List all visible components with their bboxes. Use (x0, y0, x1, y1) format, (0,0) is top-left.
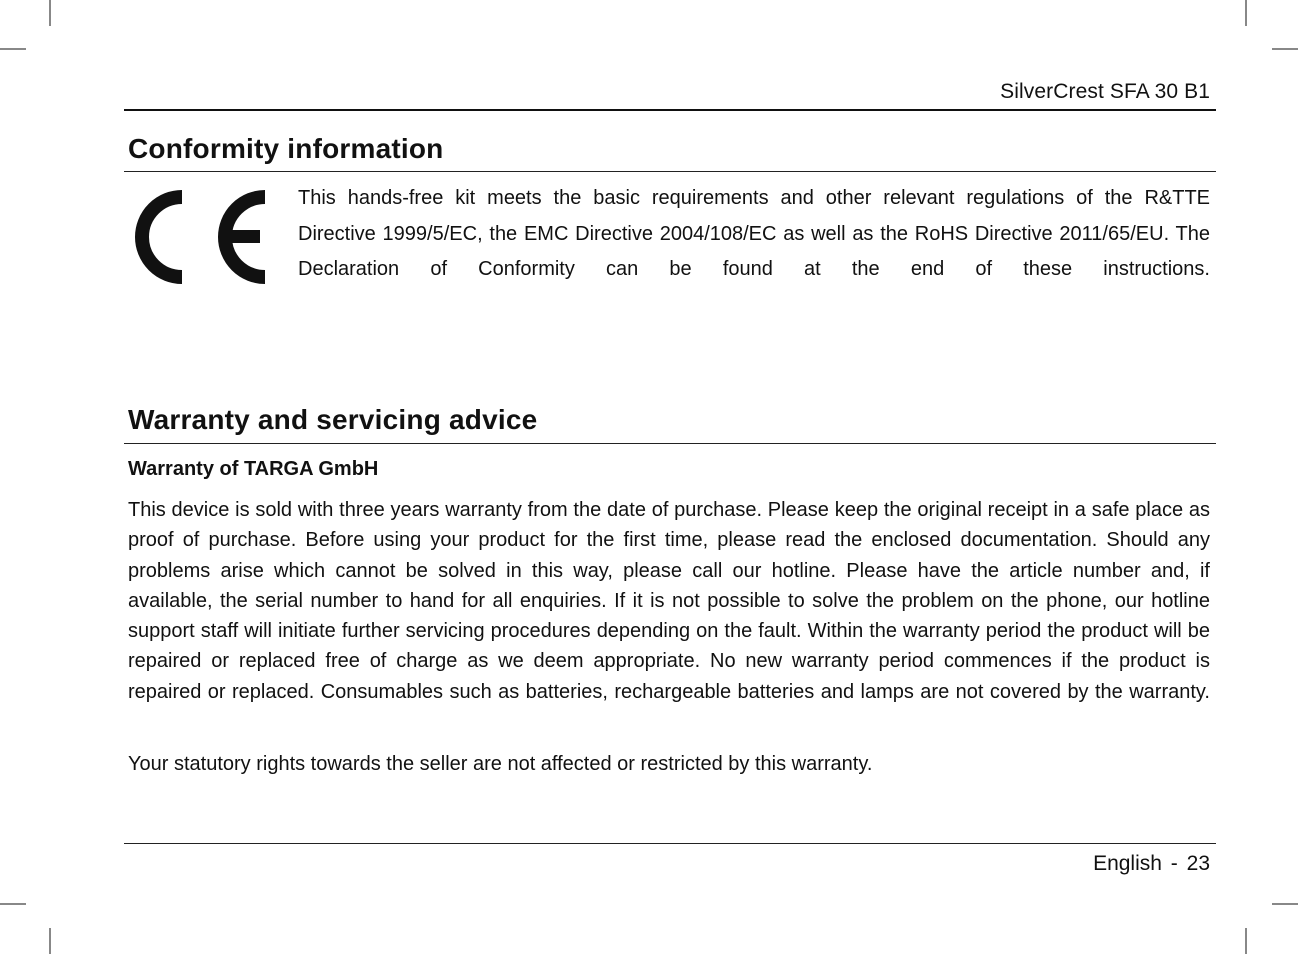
warranty-heading: Warranty and servicing advice (128, 404, 538, 435)
section-rule (124, 443, 1216, 444)
page-number: 23 (1186, 852, 1210, 875)
ce-mark-icon (126, 186, 268, 288)
footer-language: English (1093, 852, 1162, 875)
crop-mark (1245, 928, 1247, 954)
crop-mark (49, 928, 51, 954)
conformity-text: This hands-free kit meets the basic requirements and other relevant regulations of the R&TTE Directive 1999/5/EC, the EMC Directive 2004/108/EC as well as the RoHS Directive 2011/65/EU. The Declaration of Conformity can be found at the end of these instructions. (298, 187, 1210, 280)
crop-mark (0, 48, 26, 50)
header-rule (124, 109, 1216, 111)
crop-mark (1272, 903, 1298, 905)
footer-rule (124, 843, 1216, 844)
footer-separator: - (1170, 852, 1178, 875)
section-rule (124, 171, 1216, 172)
crop-mark (49, 0, 51, 26)
statutory-rights-paragraph: Your statutory rights towards the seller are not affected or restricted by this warranty. (128, 753, 873, 775)
page-footer (1093, 852, 1210, 876)
running-header: SilverCrest SFA 30 B1 (1000, 80, 1210, 103)
warranty-subheading: Warranty of TARGA GmbH (128, 458, 379, 480)
warranty-paragraph: This device is sold with three years warranty from the date of purchase. Please keep the original receipt in a safe place as proof of purchase. Before using your product for the first time, please read the enclosed documentation. Should any problems arise which cannot be solved in this way, please call our hotline. Please have the article number and, if available, the serial number to hand for all enquiries. If it is not possible to solve the problem on the phone, our hotline support staff will initiate further servicing procedures depending on the fault. Within the warranty period the product will be repaired or replaced free of charge as we deem appropriate. No new warranty period commences if the product is repaired or replaced. Consumables such as batteries, rechargeable batteries and lamps are not covered by the warranty. (128, 499, 1210, 703)
crop-mark (0, 903, 26, 905)
crop-mark (1272, 48, 1298, 50)
crop-mark (1245, 0, 1247, 26)
conformity-heading: Conformity information (128, 133, 444, 164)
